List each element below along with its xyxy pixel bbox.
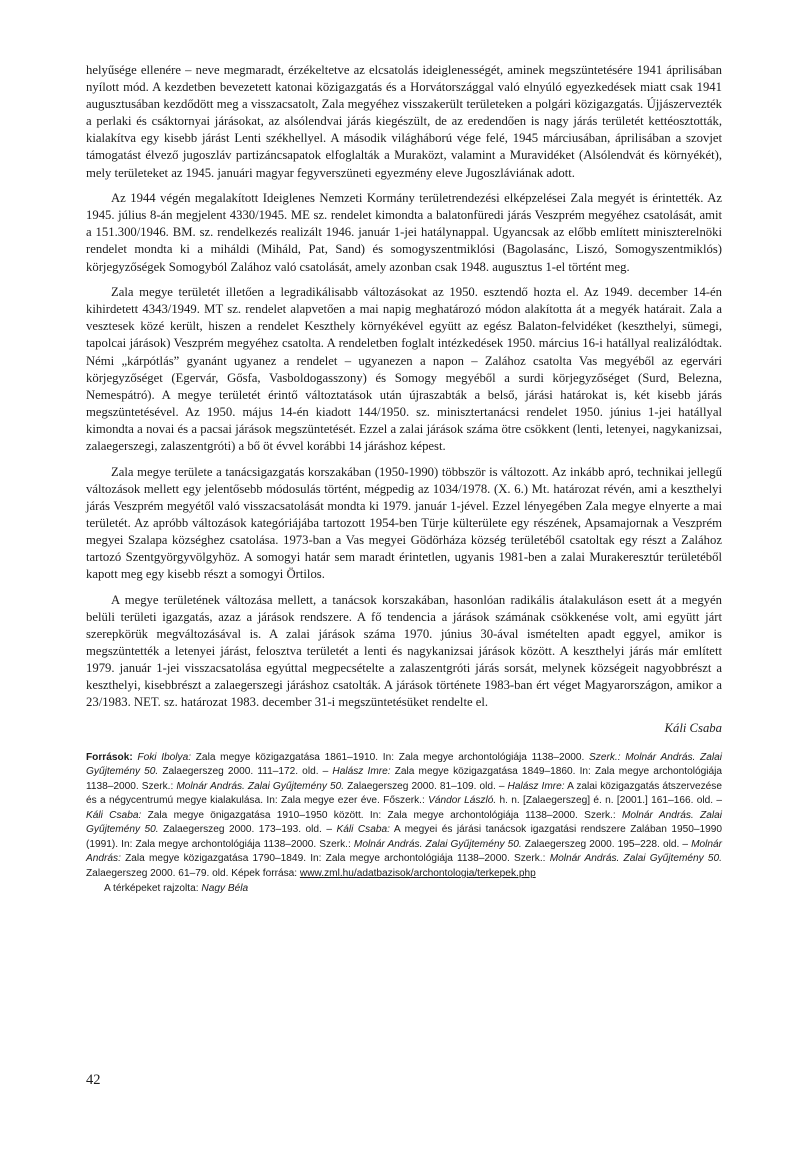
source-author: Molnár András. Zalai Gyűjtemény 50. (353, 838, 522, 850)
paragraph-2: Az 1944 végén megalakított Ideiglenes Nemzeti Kormány területrendezési elképzelései Zala megyét is érintették. Az 1945. július 8-án megjelent 4330/1945. ME sz. rendelet kimondta a balatonfüredi járás Veszprém megyéhez csatolását, amit a 151.300/1946. BM. sz. rendelkezés realizált 1946. január 1-jei hatálynappal. Ugyancsak az előbb említett miniszterelnöki rendelet mondta ki a miháldi (Miháld, Pat, Sand) és somogyszentmiklósi (Bagolasánc, Liszó, Somogyszentmiklós) körjegyzőségek Somogyból Zalához való csatolását, amely azonban csak 1948. augusztus 1-el történt meg. (86, 191, 722, 274)
source-text: A zalai közigazgatás átszervezése és a négycentrumú megye kialakulása. In: Zala megye ezer éve. Főszerk.: (86, 780, 722, 807)
sources-label: Források: (86, 751, 133, 763)
source-author: Vándor László. (428, 795, 497, 807)
source-text: Zalaegerszeg 2000. 81–109. old. – (344, 780, 508, 792)
source-text: h. n. [Zalaegerszeg] é. n. [2001.] 161–166. old. – (496, 795, 723, 807)
source-author: Halász Imre: (332, 766, 391, 778)
author-signature: Káli Csaba (664, 720, 722, 735)
page-number: 42 (86, 1072, 101, 1088)
source-author: Molnár András: (86, 838, 723, 865)
source-author: Halász Imre: (507, 780, 565, 792)
source-text: Zalaegerszeg 2000. 61–79. old. Képek forrása: (86, 867, 300, 879)
source-author: Káli Csaba: (86, 809, 142, 821)
sources-block (86, 751, 722, 882)
page-text (86, 62, 722, 897)
source-author: Foki Ibolya: (137, 751, 192, 763)
source-text: Zala megye közigazgatása 1849–1860. In: Zala megye archontológiája 1138–2000. Szerk.: (86, 766, 722, 792)
image-source-link[interactable]: www.zml.hu/adatbazisok/archontologia/terkepek.php (299, 867, 536, 879)
source-text: Zalaegerszeg 2000. 195–228. old. – (521, 838, 692, 850)
paragraph-3: Zala megye területét illetően a legradikálisabb változásokat az 1950. esztendő hozta el. Az 1949. december 14-én kihirdetett 4343/1949. MT sz. rendelet alapvetően a mai napig meghatározó módon alakította át a megyék határait. Zala a vesztesek közé került, hiszen a rendelet Keszthely környékével együtt az egész Balaton-felvidéket (keszthelyi, sümegi, tapolcai járások) Veszprém megyéhez csatolta. A rendeletben foglalt intézkedések 1950. március 16-i hatállyal realizálódtak. Némi „kárpótlás” gyanánt ugyanez a rendelet – ugyanezen a napon – Zalához csatolta Vas megyéből az egervári körjegyzőséget (Egervár, Gősfa, Vasboldogasszony) és Somogy megyéből a surdi körjegyzőséget (Surd, Belezna, Nemespátró). A megye területét érintő változtatások után újraszabták a belső, járási határokat is, két kisebb járás megszüntetésével. Az 1950. május 14-én kiadott 144/1950. sz. minisztertanácsi rendelet 1950. június 1-jei hatállyal kimondta a novai és a pacsai járások megszüntetését. Ezzel a zalai járások száma ötre csökkent (lenti, letenyei, nagykanizsai, zalaegerszegi, zalaszentgróti) a bő öt évvel korábbi 14 járáshoz képest. (86, 285, 722, 453)
source-text: Zalaegerszeg 2000. 173–193. old. – (158, 824, 337, 836)
source-text: Zala megye közigazgatása 1790–1849. In: Zala megye archontológiája 1138–2000. Szerk.: (120, 853, 550, 865)
source-text: Zalaegerszeg 2000. 111–172. old. – (158, 766, 333, 778)
source-author: Molnár András. Zalai Gyűjtemény 50. (86, 809, 722, 836)
maps-credit (104, 882, 722, 897)
source-author: Káli Csaba: (336, 824, 390, 836)
paragraph-4: Zala megye területe a tanácsigazgatás korszakában (1950-1990) többször is változott. Az inkább apró, technikai jellegű változások mellett egy jelentősebb módosulás történt, mégpedig az 1034/1978. (X. 6.) Mt. határozat révén, ami a keszthelyi járás Veszprém megyétől való visszacsatolását mondta ki 1979. január 1-jével. Ezzel lényegében Zala megye elnyerte a mai területét. Az apróbb változások kategóriájába tartozott 1954-ben Türje külterülete egy részének, Apsamajornak a Veszprém megyei Szalapa községhez csatolása. 1973-ban a Vas megyei Gödörháza község területéből csatoltak egy részt a Zalához tartozó Szentgyörgyvölgyhöz. A somogyi határ sem maradt érintetlen, ugyanis 1981-ben a zalai Murakeresztúr területéből kapott meg egy kisebb részt a somogyi Örtilos. (86, 464, 722, 582)
source-text: Zala megye önigazgatása 1910–1950 között. In: Zala megye archontológiája 1138–2000. Szerk.: (141, 809, 622, 821)
source-author: Molnár András. Zalai Gyűjtemény 50. (176, 780, 345, 792)
maps-credit-label: A térképeket rajzolta: (104, 883, 199, 895)
maps-credit-name: Nagy Béla (201, 883, 249, 895)
source-text: A megyei és járási tanácsok igazgatási rendszere Zalában 1950–1990 (1991). In: Zala megye archontológiája 1138–2000. Szerk.: (86, 824, 723, 850)
source-text: Zala megye közigazgatása 1861–1910. In: Zala megye archontológiája 1138–2000. (191, 751, 590, 763)
paragraph-1: helyűsége ellenére – neve megmaradt, érzékeltetve az elcsatolás ideiglenességét, aminek megszüntetésére 1941 áprilisában nyílott mód. A kezdetben bevezetett katonai közigazgatás és a Horvátországgal való elnyúló egyezkedések miatt csak 1941 augusztusában kezdődött meg a visszacsatolt, Zala megyéhez visszakerült területeken a polgári közigazgatás. Újjászervezték a perlaki és csáktornyai járásokat, az alsólendvai járás kiegészült, de az eredendően is nagy járás területét kettéosztották, kialakítva egy kisebb járást Lenti székhellyel. A második világháború vége felé, 1945 márciusában, áprilisában a szovjet támogatást élvező jugoszláv partizáncsapatok elfoglalták a Muraközt, valamint a Muravidéket (Alsólendvát és környékét), mely területeket az 1945. januári magyar fegyverszüneti egyezmény eleve Jugoszláviának adott. (86, 63, 722, 180)
source-author: Szerk.: Molnár András. Zalai Gyűjtemény 50. (86, 751, 722, 778)
source-author: Molnár András. Zalai Gyűjtemény 50. (549, 853, 722, 865)
paragraph-5: A megye területének változása mellett, a tanácsok korszakában, hasonlóan radikális átalakuláson esett át a megyén belüli területi igazgatás, azaz a járások rendszere. A fő tendencia a járások számának csökkenése volt, ami együtt járt szerepkörük megváltozásával is. A zalai járások száma 1970. június 30-ával ismételten apadt eggyel, amikor is megszüntették a letenyei járást, felosztva területét a lenti és nagykanizsai járások között. A keszthelyi járás már említett 1979. január 1-jei visszacsatolása egyúttal megpecsételte a zalaszentgróti járás sorsát, melynek községeit nagyobbrészt a keszthelyi, kisebbrészt a zalaegerszegi járáshoz csatolták. A járások története 1983-ban ért véget Magyarországon, amikor a 23/1983. NET. sz. határozat 1983. december 31-i megszüntetésüket rendelte el. (86, 592, 722, 710)
